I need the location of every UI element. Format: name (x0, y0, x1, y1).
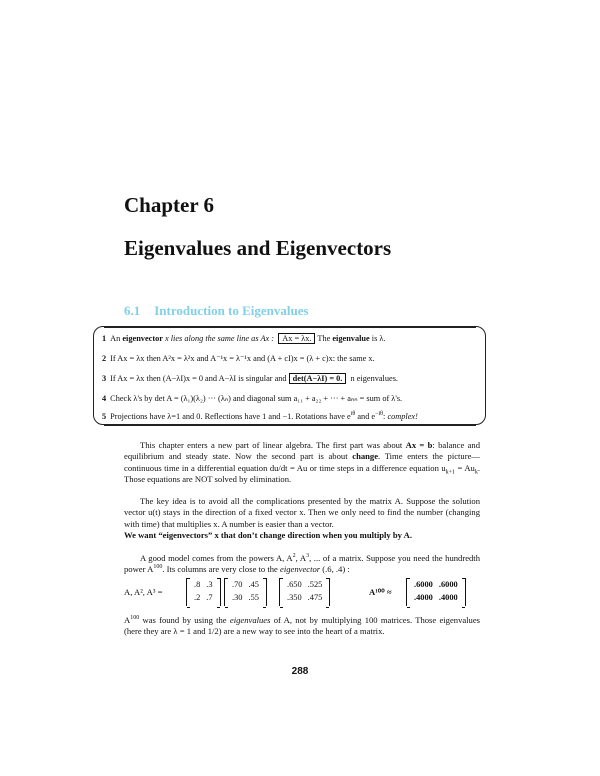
summary-item-5: 5 Projections have λ=1 and 0. Reflections have 1 and −1. Rotations have $e^{i\theta}$ and $e^{-i\theta}$: complex! (102, 411, 418, 421)
summary-item-3: 3 If Ax = λx then (A−λI)x = 0 and A−λI is singular and det(A−λI) = 0. n eigenvalues. (102, 374, 398, 383)
eigen-equation-box: Ax = λx. (278, 333, 315, 344)
paragraph-1: This chapter enters a new part of linear algebra. The first part was about Ax = b: balance and equilibrium and steady state. Now the second part is about change. Time enters the picture—continuous time in a differential equation du/dt = Au or time steps in a difference equation $u_{k+1} = Au_k$. Those equations are NOT solved by elimination. (124, 440, 480, 484)
summary-box-bottom-rule (104, 424, 476, 426)
section-number: 6.1 (124, 303, 141, 318)
paragraph-3: A good model comes from the powers A, $A^2$, $A^3$, ... of a matrix. Suppose you need the hundredth power $A^{100}$. Its columns are very close to the eigenvector (.6, .4) : (124, 553, 480, 575)
matrix-powers-display (124, 578, 480, 608)
matrix-a-cubed: .650 .525 .350 .475 (279, 578, 330, 606)
summary-item-1: 1 An eigenvector x lies along the same line as Ax : Ax = λx. The eigenvalue is λ. (102, 334, 386, 343)
section-heading (124, 303, 309, 319)
paragraph-2: The key idea is to avoid all the complications presented by the matrix A. Suppose the solution vector u(t) stays in the direction of a fixed vector x. Then we only need to find the number (changing with time) that multiplies x. A number is easier than a vector. We want “eigenvectors” x that don’t change direction when you multiply by A. (124, 496, 480, 540)
summary-box-top-rule (104, 326, 476, 328)
matrix-a-100: .6000 .6000 .4000 .4000 (406, 578, 466, 606)
section-title: Introduction to Eigenvalues (154, 303, 309, 318)
matrix-powers-label: A, A², A³ = (124, 587, 163, 597)
matrix-a-squared: .70 .45 .30 .55 (224, 578, 267, 606)
matrix-limit-label: A¹⁰⁰ ≈ (369, 587, 392, 597)
matrix-a: .8 .3 .2 .7 (186, 578, 221, 606)
chapter-heading: Chapter 6 (124, 193, 215, 217)
paragraph-4: $A^{100}$ was found by using the eigenvalues of A, not by multiplying 100 matrices. Those eigenvalues (here they are λ = 1 and 1/2) are a new way to see into the heart of a matrix. (124, 615, 481, 637)
summary-item-2: 2 If Ax = λx then A²x = λ²x and A⁻¹x = λ⁻¹x and (A + cI)x = (λ + c)x: the same x. (102, 354, 375, 363)
summary-item-4: 4 Check λ's by det A = (λ₁)(λ₂) ··· (λₙ) and diagonal sum a₁₁ + a₂₂ + ··· + aₙₙ = sum of λ's. (102, 394, 403, 403)
determinant-equation-box: det(A−λI) = 0. (289, 373, 347, 384)
page-number: 288 (291, 666, 309, 677)
chapter-title: Eigenvalues and Eigenvectors (124, 236, 392, 260)
